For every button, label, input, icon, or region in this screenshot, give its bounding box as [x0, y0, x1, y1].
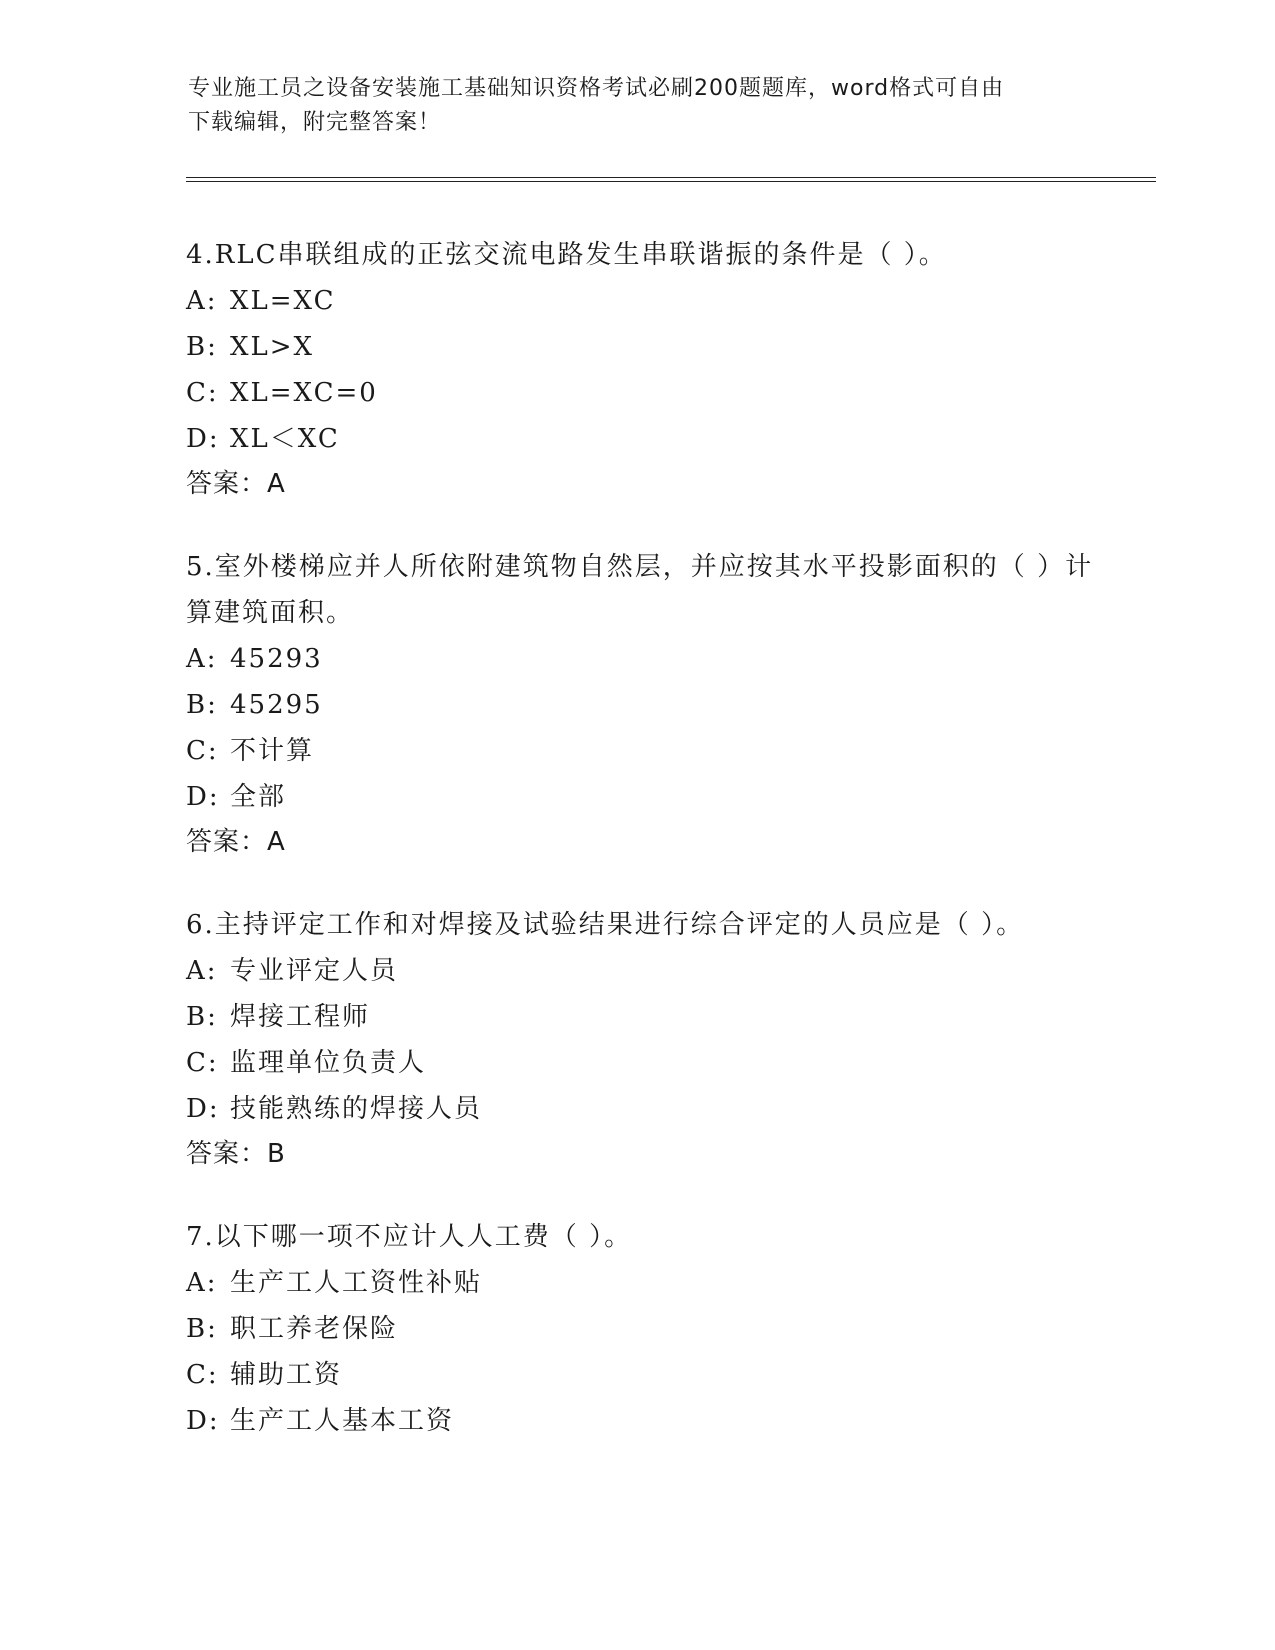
option-b	[186, 1306, 1106, 1352]
document-header	[188, 72, 1068, 140]
option-key: D:	[186, 1406, 220, 1436]
option-key: D:	[186, 424, 220, 454]
option-a	[186, 278, 1106, 324]
option-text: 专业评定人员	[230, 956, 399, 986]
option-key: A:	[186, 956, 218, 986]
option-text: 焊接工程师	[230, 1002, 371, 1032]
option-text: 监理单位负责人	[230, 1048, 427, 1078]
option-d	[186, 774, 1106, 820]
option-text: 生产工人基本工资	[230, 1406, 455, 1436]
option-text: XL=XC=0	[230, 378, 378, 408]
option-a	[186, 948, 1106, 994]
option-d	[186, 1086, 1106, 1132]
question-6	[186, 902, 1106, 1176]
option-c	[186, 370, 1106, 416]
option-c	[186, 728, 1106, 774]
option-text: XL＜XC	[230, 424, 340, 454]
option-d	[186, 1398, 1106, 1444]
option-key: D:	[186, 1094, 220, 1124]
option-key: B:	[186, 1002, 218, 1032]
option-key: C:	[186, 736, 219, 766]
question-stem: 6.主持评定工作和对焊接及试验结果进行综合评定的人员应是（ ）。	[186, 910, 1025, 940]
option-key: B:	[186, 332, 218, 362]
answer-line: 答案：A	[186, 827, 286, 857]
question-stem: 7.以下哪一项不应计人人工费（ ）。	[186, 1222, 633, 1252]
answer-line: 答案：B	[186, 1139, 286, 1169]
option-text: 不计算	[230, 736, 315, 766]
header-divider	[186, 177, 1156, 182]
question-stem: 4.RLC串联组成的正弦交流电路发生串联谐振的条件是（ ）。	[186, 240, 947, 270]
option-key: A:	[186, 644, 218, 674]
question-7	[186, 1214, 1106, 1444]
option-key: C:	[186, 1048, 219, 1078]
option-key: B:	[186, 1314, 218, 1344]
option-text: XL=XC	[230, 286, 336, 316]
option-text: 职工养老保险	[230, 1314, 399, 1344]
option-text: 技能熟练的焊接人员	[230, 1094, 483, 1124]
option-key: A:	[186, 286, 218, 316]
option-text: 生产工人工资性补贴	[230, 1268, 483, 1298]
option-text: 45293	[230, 644, 323, 674]
question-list	[186, 232, 1106, 1482]
option-key: C:	[186, 378, 219, 408]
option-a	[186, 636, 1106, 682]
option-b	[186, 682, 1106, 728]
option-key: B:	[186, 690, 218, 720]
answer-line: 答案：A	[186, 469, 286, 499]
option-key: D:	[186, 782, 220, 812]
option-a	[186, 1260, 1106, 1306]
option-b	[186, 324, 1106, 370]
header-line-1: 专业施工员之设备安装施工基础知识资格考试必刷200题题库，word格式可自由	[188, 76, 1005, 101]
option-c	[186, 1040, 1106, 1086]
option-text: 辅助工资	[230, 1360, 343, 1390]
option-text: 全部	[230, 782, 287, 812]
option-key: A:	[186, 1268, 218, 1298]
option-c	[186, 1352, 1106, 1398]
option-b	[186, 994, 1106, 1040]
question-5	[186, 544, 1106, 864]
option-key: C:	[186, 1360, 219, 1390]
question-4	[186, 232, 1106, 506]
question-stem: 5.室外楼梯应并人所依附建筑物自然层，并应按其水平投影面积的（ ）计算建筑面积。	[186, 552, 1094, 628]
option-text: 45295	[230, 690, 323, 720]
option-text: XL>X	[230, 332, 315, 362]
header-line-2: 下载编辑，附完整答案！	[188, 110, 442, 135]
option-d	[186, 416, 1106, 462]
